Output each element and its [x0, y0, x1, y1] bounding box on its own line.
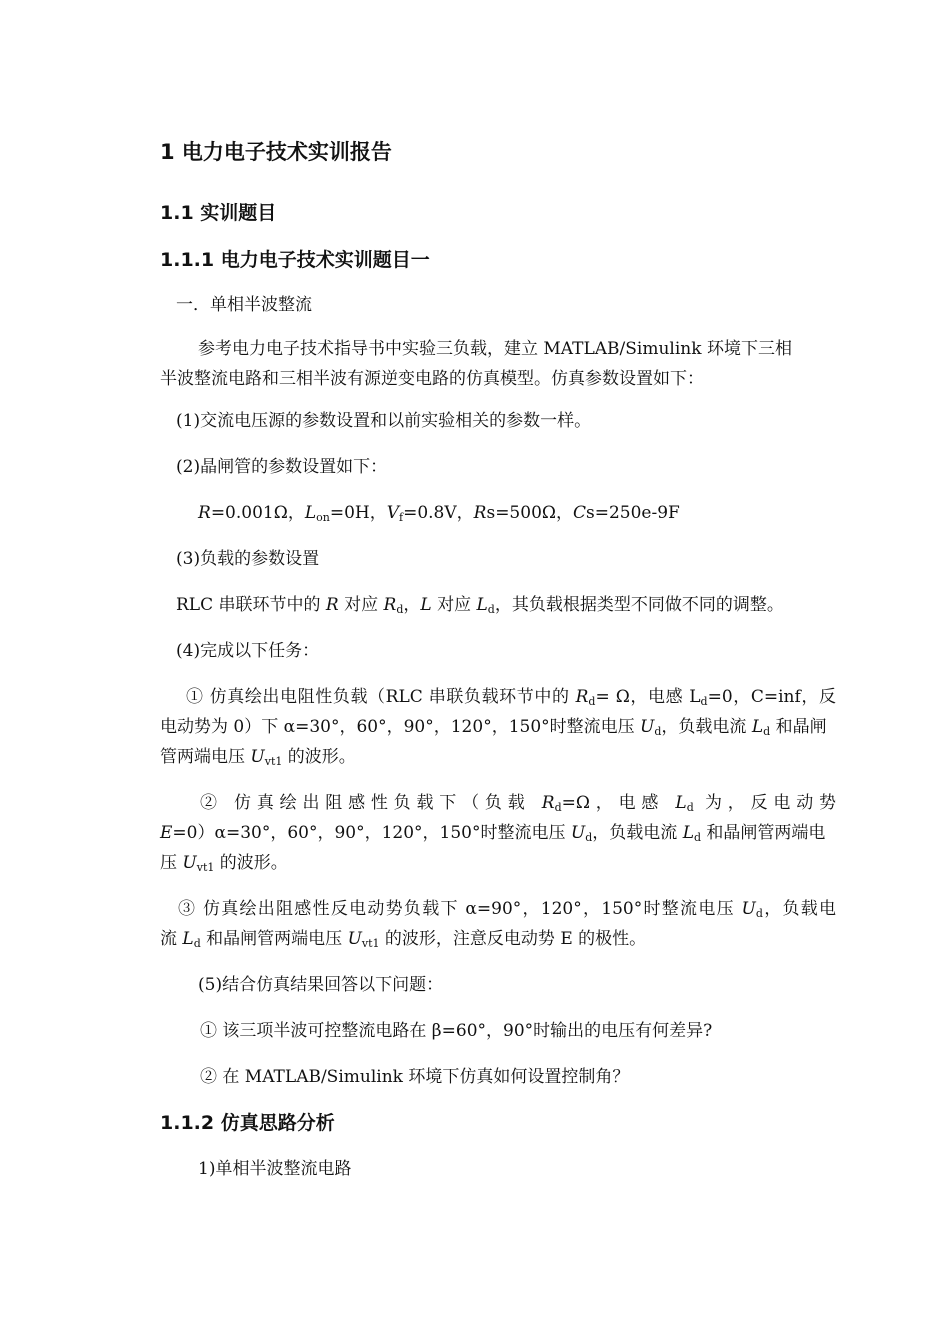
- task1-u: U: [640, 717, 655, 737]
- task2-l2-sub: d: [693, 831, 702, 844]
- rlc-text-3: ，: [403, 595, 421, 615]
- task3-u: U: [741, 899, 756, 919]
- task2-t3b: 的波形。: [214, 853, 288, 873]
- task2-l-sub: d: [686, 801, 694, 814]
- task1-r: R: [575, 687, 589, 707]
- intro-line-2: 半波整流电路和三相半波有源逆变电路的仿真模型。仿真参数设置如下：: [160, 369, 704, 389]
- rlc-rd: R: [383, 595, 397, 615]
- param-l-symbol: L: [304, 503, 317, 523]
- task1-u-sub: d: [654, 725, 662, 738]
- task2-r: R: [541, 793, 555, 813]
- task2-e: E: [160, 823, 173, 843]
- task2-u: U: [570, 823, 586, 843]
- item-5: (5)结合仿真结果回答以下问题：: [198, 975, 444, 995]
- task1-t1b: = Ω，电感 L: [595, 687, 701, 707]
- param-r-value: =0.001Ω，: [210, 503, 305, 523]
- rlc-text-2: 对应: [338, 595, 384, 615]
- task2-t1b: =Ω，电感: [561, 793, 676, 813]
- section-heading: 1.1 实训题目: [160, 202, 277, 224]
- rlc-ld: L: [476, 595, 488, 615]
- task1-t2a: 电动势为 0）下 α=30°，60°，90°，120°，150°时整流电压: [160, 717, 641, 737]
- task-1-line-3: [160, 746, 356, 768]
- task2-t3a: 压: [160, 853, 183, 873]
- task1-l: L: [751, 717, 764, 737]
- task1-t3b: 的波形。: [282, 747, 356, 767]
- subsection-item-1: 1)单相半波整流电路: [198, 1159, 352, 1179]
- task2-uvt-sub: vt1: [196, 861, 215, 874]
- item-1: (1)交流电压源的参数设置和以前实验相关的参数一样。: [176, 411, 592, 431]
- chapter-heading: 1 电力电子技术实训报告: [160, 140, 392, 164]
- task1-t2c: 和晶闸: [770, 717, 827, 737]
- task1-t2b: ，负载电流: [661, 717, 752, 737]
- rlc-r: R: [325, 595, 339, 615]
- task-2-line-1: [160, 792, 836, 814]
- task2-t2c: 和晶闸管两端电: [701, 823, 826, 843]
- subsection-heading-1: 1.1.1 电力电子技术实训题目一: [160, 249, 430, 271]
- task2-t1c: 为，反电动势: [693, 793, 837, 813]
- task1-r-sub: d: [588, 695, 596, 708]
- task3-t1a: ③ 仿真绘出阻感性反电动势负载下 α=90°，120°，150°时整流电压: [178, 899, 742, 919]
- rlc-text-5: ，其负载根据类型不同做不同的调整。: [494, 595, 784, 615]
- question-1: ① 该三项半波可控整流电路在 β=60°，90°时输出的电压有何差异?: [200, 1021, 713, 1041]
- rlc-rd-sub: d: [396, 603, 404, 616]
- param-v-subscript: f: [399, 511, 404, 524]
- task3-l-sub: d: [193, 937, 201, 950]
- param-cs-symbol: C: [572, 503, 586, 523]
- task3-u-sub: d: [755, 907, 763, 920]
- param-rs-symbol: R: [473, 503, 487, 523]
- task1-t1c: =0，C=inf，反: [707, 687, 836, 707]
- task2-l2: L: [682, 823, 694, 843]
- task-2-line-2: [160, 822, 825, 844]
- task2-r-sub: d: [554, 801, 562, 814]
- task3-uvt-sub: vt1: [361, 937, 380, 950]
- task3-t1b: ，负载电: [762, 899, 837, 919]
- task1-l2-sub: d: [763, 725, 771, 738]
- task1-uvt-sub: vt1: [264, 755, 283, 768]
- task3-uvt: U: [347, 929, 362, 949]
- task-1-line-2: [160, 716, 827, 738]
- task1-l-sub: d: [700, 695, 708, 708]
- task2-t1a: ② 仿真绘出阻感性负载下（负载: [200, 793, 542, 813]
- task3-t2a: 流: [160, 929, 183, 949]
- intro-line-1: 参考电力电子技术指导书中实验三负载，建立 MATLAB/Simulink 环境下三相: [198, 339, 792, 359]
- task1-uvt: U: [250, 747, 265, 767]
- task-2-line-3: [160, 852, 288, 874]
- task-3-line-1: [160, 898, 836, 920]
- rlc-ld-sub: d: [487, 603, 495, 616]
- thyristor-params: [198, 502, 680, 524]
- task2-uvt: U: [182, 853, 197, 873]
- task3-t2b: 和晶闸管两端电压: [200, 929, 348, 949]
- rlc-text-4: 对应: [431, 595, 477, 615]
- task3-l: L: [182, 929, 194, 949]
- task1-t3a: 管两端电压: [160, 747, 251, 767]
- question-2: ② 在 MATLAB/Simulink 环境下仿真如何设置控制角？: [200, 1067, 630, 1087]
- item-2: (2)晶闸管的参数设置如下：: [176, 457, 388, 477]
- rlc-description: [176, 594, 784, 616]
- task2-l: L: [675, 793, 687, 813]
- section-one-title: 一．单相半波整流: [176, 295, 312, 315]
- task-3-line-2: [160, 928, 646, 950]
- task1-t1a: ① 仿真绘出电阻性负载（RLC 串联负载环节中的: [186, 687, 576, 707]
- param-cs-value: s=250e-9F: [586, 503, 680, 523]
- item-4: (4)完成以下任务：: [176, 641, 320, 661]
- task-1-line-1: [160, 686, 836, 708]
- task3-t2c: 的波形，注意反电动势 E 的极性。: [379, 929, 647, 949]
- rlc-text-1: RLC 串联环节中的: [176, 595, 326, 615]
- task2-u-sub: d: [585, 831, 593, 844]
- param-rs-value: s=500Ω，: [486, 503, 573, 523]
- task2-t2a: =0）α=30°，60°，90°，120°，150°时整流电压: [172, 823, 571, 843]
- param-r-symbol: R: [198, 503, 211, 523]
- item-3: (3)负载的参数设置: [176, 549, 320, 569]
- param-l-subscript: on: [316, 511, 330, 524]
- rlc-l: L: [420, 595, 432, 615]
- task2-t2b: ，负载电流: [592, 823, 683, 843]
- param-v-value: =0.8V，: [403, 503, 474, 523]
- param-l-value: =0H，: [329, 503, 387, 523]
- subsection-heading-2: 1.1.2 仿真思路分析: [160, 1112, 335, 1134]
- param-v-symbol: V: [386, 503, 400, 523]
